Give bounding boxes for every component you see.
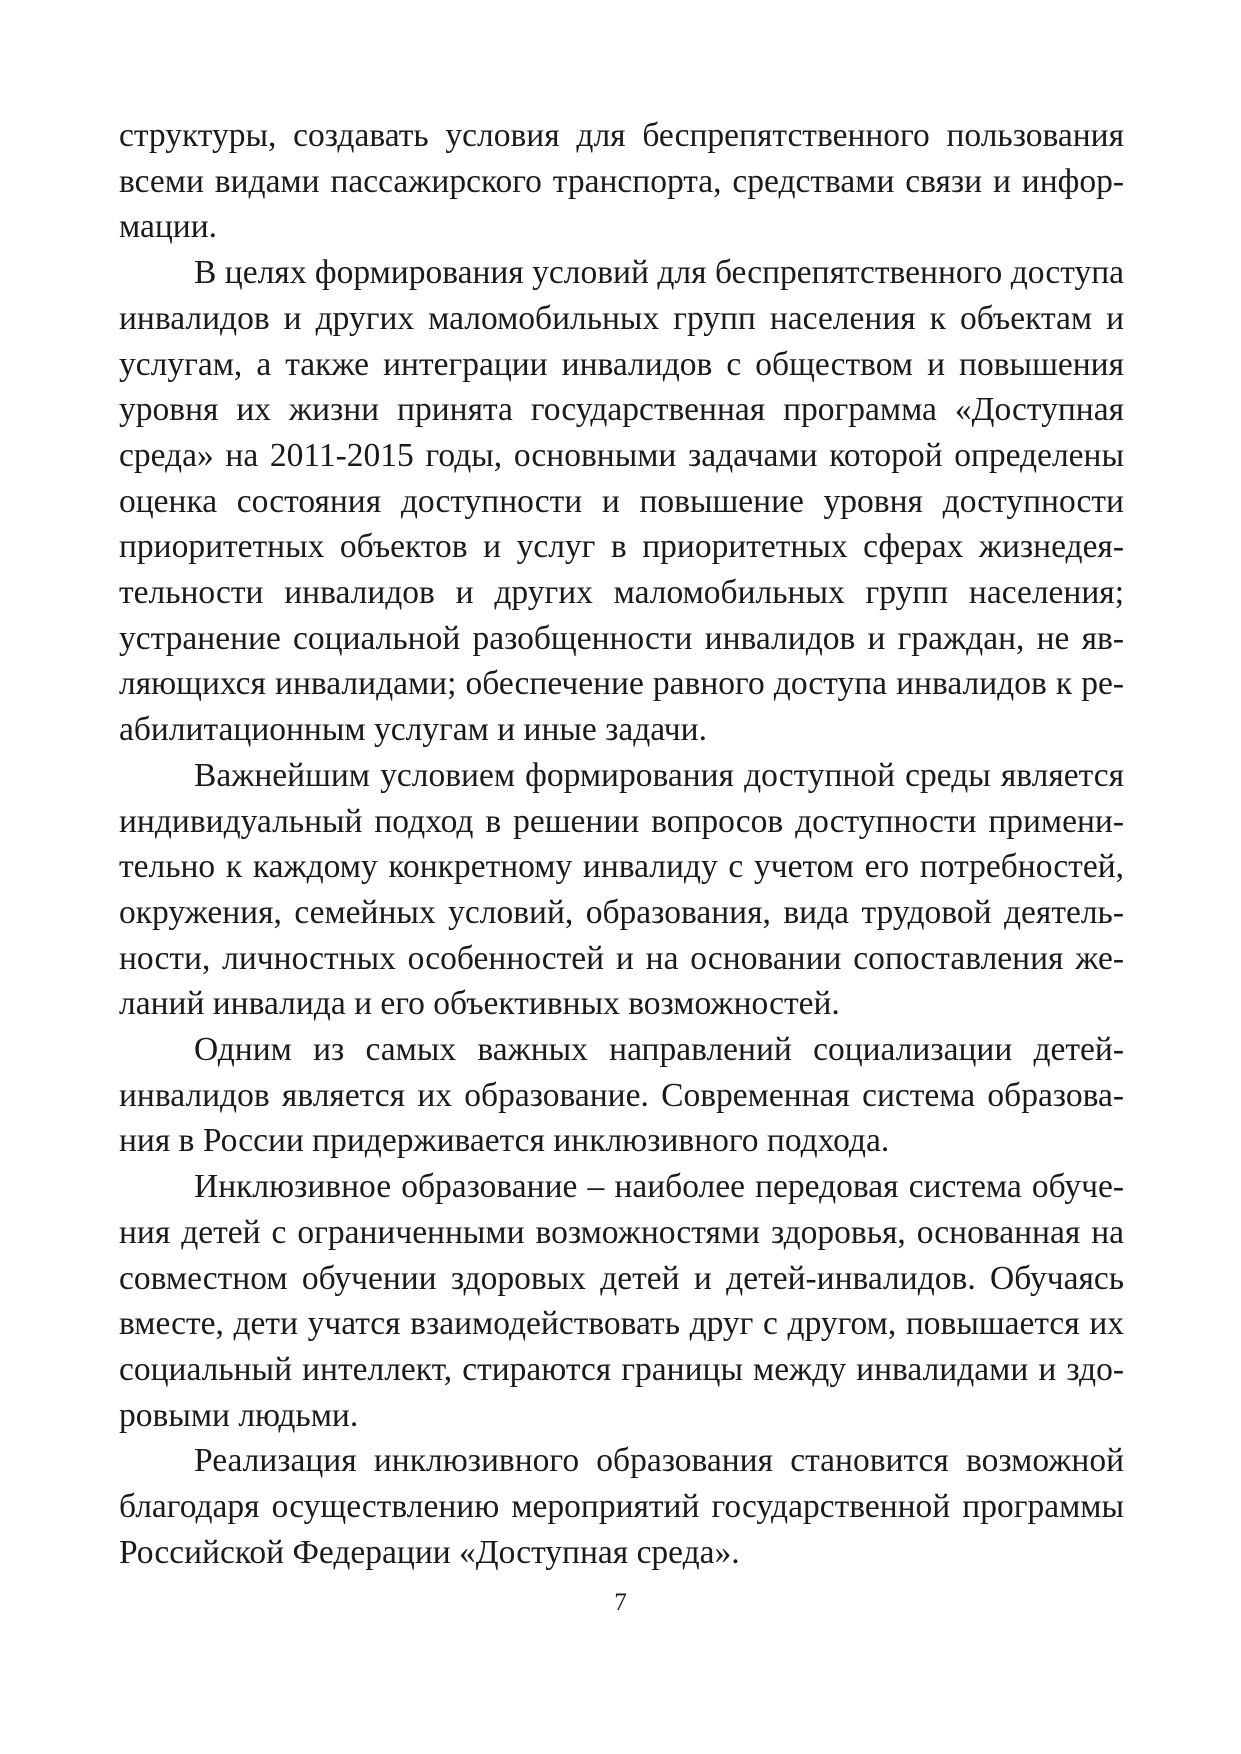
body-text xyxy=(119,113,1124,1576)
paragraph-4: Одним из самых важных направлений социализации детей-инвалидов является их образование. Современная система образова-ния в России придерживается инклюзивного подхода. xyxy=(119,1031,1124,1160)
paragraph-1: структуры, создавать условия для беспрепятственного пользования всеми видами пассажирского транспорта, средствами связи и инфор-мации. xyxy=(119,117,1124,246)
paragraph-2: В целях формирования условий для беспрепятственного доступа инвалидов и других маломобильных групп населения к объектам и услугам, а также интеграции инвалидов с обществом и повышения уровня их жизни принята государственная программа «Доступная среда» на 2011-2015 годы, основными задачами которой определены оценка состояния доступности и повышение уровня доступности приоритетных объектов и услуг в приоритетных сферах жизнедея-тельности инвалидов и других маломобильных групп населения; устранение социальной разобщенности инвалидов и граждан, не яв-ляющихся инвалидами; обеспечение равного доступа инвалидов к ре-абилитационным услугам и иные задачи. xyxy=(119,254,1124,749)
paragraph-6: Реализация инклюзивного образования становится возможной благодаря осуществлению мероприятий государственной программы Российской Федерации «Доступная среда». xyxy=(119,1442,1124,1571)
paragraph-5: Инклюзивное образование – наиболее передовая система обуче-ния детей с ограниченными возможностями здоровья, основанная на совместном обучении здоровых детей и детей-инвалидов. Обучаясь вместе, дети учатся взаимодействовать друг с другом, повышается их социальный интеллект, стираются границы между инвалидами и здо-ровыми людьми. xyxy=(119,1168,1124,1434)
page-number: 7 xyxy=(614,1589,627,1616)
paragraph-3: Важнейшим условием формирования доступной среды является индивидуальный подход в решении вопросов доступности примени-тельно к каждому конкретному инвалиду с учетом его потребностей, окружения, семейных условий, образования, вида трудовой деятель-ности, личностных особенностей и на основании сопоставления же-ланий инвалида и его объективных возможностей. xyxy=(119,756,1124,1023)
